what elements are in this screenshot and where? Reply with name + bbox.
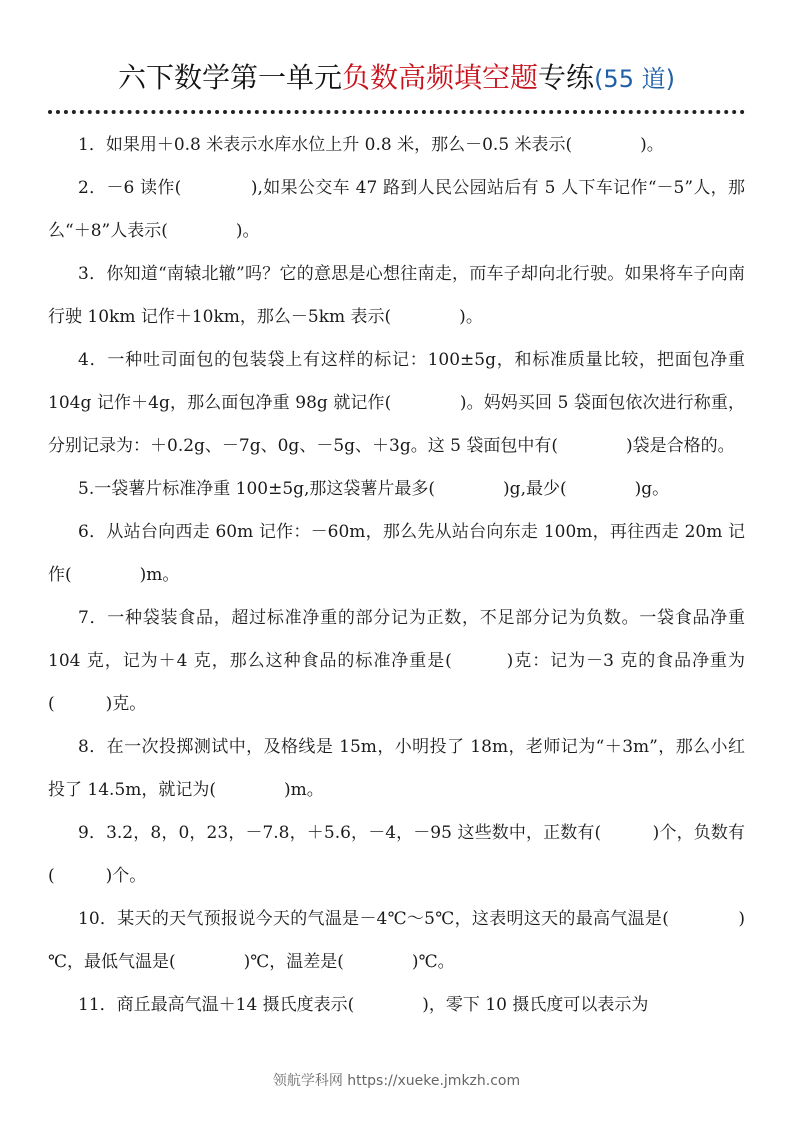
question-5: 5.一袋薯片标准净重 100±5g,那这袋薯片最多( )g,最少( )g。 (78, 479, 670, 499)
question-list (48, 124, 745, 1027)
footer-watermark: 领航学科网 https://xueke.jmkzh.com (272, 1073, 521, 1089)
title-part-3: 专练 (538, 61, 595, 94)
page-title (0, 58, 793, 99)
question-1: 1．如果用＋0.8 米表示水库水位上升 0.8 米，那么－0.5 米表示( )。 (78, 135, 664, 155)
title-part-1: 六下数学第一单元 (118, 61, 343, 94)
question-11: 11．商丘最高气温＋14 摄氏度表示( )，零下 10 摄氏度可以表示为 (78, 995, 649, 1015)
question-6: 6．从站台向西走 60m 记作：－60m，那么先从站台向东走 100m，再往西走 20m 记作( )m。 (48, 522, 745, 585)
question-4: 4．一种吐司面包的包装袋上有这样的标记：100±5g，和标准质量比较，把面包净重 104g 记作＋4g，那么面包净重 98g 就记作( )。妈妈买回 5 袋面包依次进行称重，分别记录为：＋0.2g、－7g、0g、－5g、＋3g。这 5 袋面包中有( )袋是合格的。 (48, 350, 746, 456)
title-part-2: 负数高频填空题 (342, 61, 539, 94)
question-3: 3．你知道“南辕北辙”吗？它的意思是心想往南走，而车子却向北行驶。如果将车子向南行驶 10km 记作＋10km，那么－5km 表示( )。 (48, 264, 745, 327)
title-count: (55 道) (594, 65, 675, 93)
title-divider (48, 110, 745, 114)
question-9: 9．3.2，8，0，23，－7.8，＋5.6，－4，－95 这些数中，正数有( )个，负数有( )个。 (48, 823, 745, 886)
question-7: 7．一种袋装食品，超过标准净重的部分记为正数，不足部分记为负数。一袋食品净重 104 克，记为＋4 克，那么这种食品的标准净重是( )克：记为－3 克的食品净重为( )克。 (48, 608, 745, 714)
question-8: 8．在一次投掷测试中，及格线是 15m，小明投了 18m，老师记为“＋3m”，那么小红投了 14.5m，就记为( )m。 (48, 737, 745, 800)
question-10: 10．某天的天气预报说今天的气温是－4℃～5℃，这表明这天的最高气温是( )℃，最低气温是( )℃，温差是( )℃。 (48, 909, 745, 972)
question-2: 2．－6 读作( ),如果公交车 47 路到人民公园站后有 5 人下车记作“－5”人，那么“＋8”人表示( )。 (48, 178, 745, 241)
